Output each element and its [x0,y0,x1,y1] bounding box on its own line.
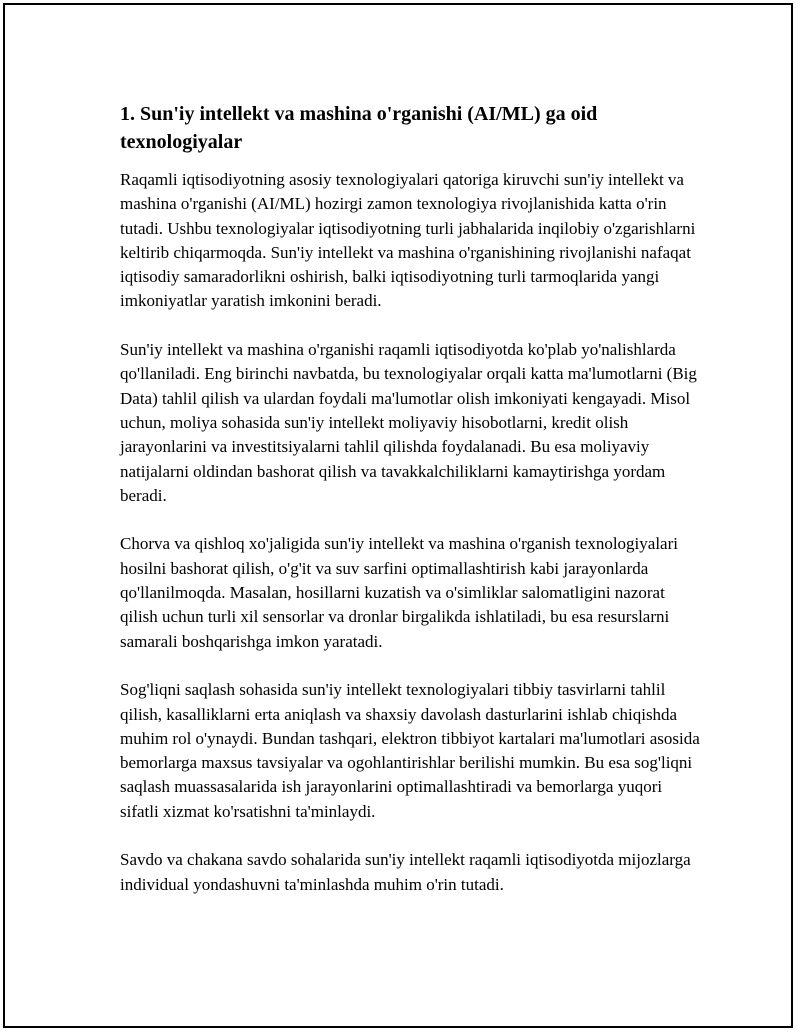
document-body [120,100,700,921]
paragraph-retail: Savdo va chakana savdo sohalarida sun'iy intellekt raqamli iqtisodiyotda mijozlarga individual yondashuvni ta'minlashda muhim o'rin tutadi. [120,850,691,894]
paragraph-intro: Raqamli iqtisodiyotning asosiy texnologiyalari qatoriga kiruvchi sun'iy intellekt va mashina o'rganishi (AI/ML) hozirgi zamon texnologiya rivojlanishida katta o'rin tutadi. Ushbu texnologiyalar iqtisodiyotning turli jabhalarida inqilobiy o'zgarishlarni keltirib chiqarmoqda. Sun'iy intellekt va mashina o'rganishining rivojlanishi nafaqat iqtisodiy samaradorlikni oshirish, balki iqtisodiyotning turli tarmoqlarida yangi imkoniyatlar yaratish imkonini beradi. [120,170,696,311]
document-page [3,3,793,1028]
paragraph-agriculture: Chorva va qishloq xo'jaligida sun'iy intellekt va mashina o'rganish texnologiyalari hosilni bashorat qilish, o'g'it va suv sarfini optimallashtirish kabi jarayonlarda qo'llanilmoqda. Masalan, hosillarni kuzatish va o'simliklar salomatligini nazorat qilish uchun turli xil sensorlar va dronlar birgalikda ishlatiladi, bu esa resurslarni samarali boshqarishga imkon yaratadi. [120,534,678,651]
paragraph-applications: Sun'iy intellekt va mashina o'rganishi raqamli iqtisodiyotda ko'plab yo'nalishlarda qo'llaniladi. Eng birinchi navbatda, bu texnologiyalar orqali katta ma'lumotlarni (Big Data) tahlil qilish va ulardan foydali ma'lumotlar olish imkoniyati kengayadi. Misol uchun, moliya sohasida sun'iy intellekt moliyaviy hisobotlarni, kredit olish jarayonlarini va investitsiyalarni tahlil qilishda foydalanadi. Bu esa moliyaviy natijalarni oldindan bashorat qilish va tavakkalchiliklarni kamaytirishga yordam beradi. [120,340,697,505]
paragraph-healthcare: Sog'liqni saqlash sohasida sun'iy intellekt texnologiyalari tibbiy tasvirlarni tahlil qilish, kasalliklarni erta aniqlash va shaxsiy davolash dasturlarini ishlab chiqishda muhim rol o'ynaydi. Bundan tashqari, elektron tibbiyot kartalari ma'lumotlari asosida bemorlarga maxsus tavsiyalar va ogohlantirishlar berilishi mumkin. Bu esa sog'liqni saqlash muassasalarida ish jarayonlarini optimallashtiradi va bemorlarga yuqori sifatli xizmat ko'rsatishni ta'minlaydi. [120,680,700,821]
section-heading: 1. Sun'iy intellekt va mashina o'rganishi (AI/ML) ga oid texnologiyalar [120,103,598,153]
